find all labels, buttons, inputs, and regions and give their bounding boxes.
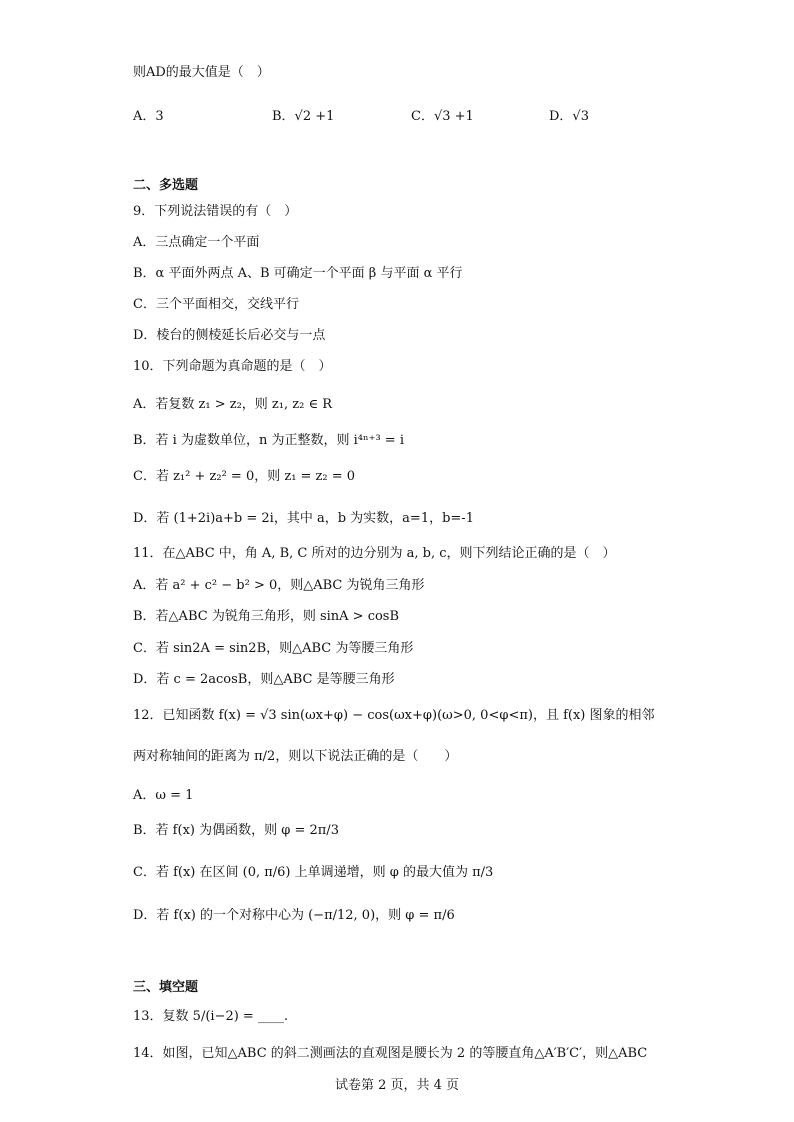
q12-option-c: C．若 f(x) 在区间 (0, π/6) 上单调递增，则 φ 的最大值为 π/3 <box>133 865 494 880</box>
q12-option-a: A．ω = 1 <box>133 788 194 803</box>
q14-stem: 14．如图，已知△ABC 的斜二测画法的直观图是腰长为 2 的等腰直角△A′B′C′，则△ABC <box>133 1046 648 1061</box>
q11-option-c: C．若 sin2A = sin2B，则△ABC 为等腰三角形 <box>133 641 414 656</box>
q10-option-d: D．若 (1+2i)a+b = 2i，其中 a，b 为实数，a=1，b=-1 <box>133 511 474 526</box>
q9-option-d: D．棱台的侧棱延长后必交与一点 <box>133 328 326 343</box>
q12-stem-line2: 两对称轴间的距离为 π/2，则以下说法正确的是（ ） <box>133 749 458 764</box>
q8-stem: 则AD的最大值是（ ） <box>133 65 270 80</box>
q10-option-b: B．若 i 为虚数单位，n 为正整数，则 i⁴ⁿ⁺³ = i <box>133 433 404 448</box>
q8-option-d: D．√3 <box>549 109 589 124</box>
q12-option-d: D．若 f(x) 的一个对称中心为 (−π/12, 0)，则 φ = π/6 <box>133 908 455 923</box>
q12-stem-line1: 12．已知函数 f(x) = √3 sin(ωx+φ) − cos(ωx+φ)(ω>0, 0<φ<π)，且 f(x) 图象的相邻 <box>133 708 655 723</box>
q8-options <box>0 105 794 123</box>
q8-option-c: C．√3 +1 <box>411 109 474 124</box>
q11-stem: 11．在△ABC 中，角 A, B, C 所对的边分别为 a, b, c，则下列结论正确的是（ ） <box>133 546 616 561</box>
q10-stem: 10．下列命题为真命题的是（ ） <box>133 359 332 374</box>
q8-option-b: B．√2 +1 <box>272 109 335 124</box>
q9-option-a: A．三点确定一个平面 <box>133 235 260 250</box>
q10-option-c: C．若 z₁² + z₂² = 0，则 z₁ = z₂ = 0 <box>133 469 356 484</box>
q11-option-b: B．若△ABC 为锐角三角形，则 sinA > cosB <box>133 609 400 624</box>
section-fill-in-heading: 三、填空题 <box>133 980 199 995</box>
q10-option-a: A．若复数 z₁ > z₂，则 z₁, z₂ ∈ R <box>133 397 332 412</box>
q9-option-b: B．α 平面外两点 A、B 可确定一个平面 β 与平面 α 平行 <box>133 266 463 281</box>
q9-option-c: C．三个平面相交，交线平行 <box>133 297 299 312</box>
q13-stem: 13．复数 5/(i−2) = ____. <box>133 1009 289 1024</box>
page-footer: 试卷第 2 页，共 4 页 <box>334 1078 460 1093</box>
section-multiple-choice-heading: 二、多选题 <box>133 178 199 193</box>
q11-option-a: A．若 a² + c² − b² > 0，则△ABC 为锐角三角形 <box>133 578 425 593</box>
q8-option-a: A．3 <box>133 109 164 124</box>
q9-stem: 9．下列说法错误的有（ ） <box>133 204 298 219</box>
q12-option-b: B．若 f(x) 为偶函数，则 φ = 2π/3 <box>133 823 339 838</box>
q11-option-d: D．若 c = 2acosB，则△ABC 是等腰三角形 <box>133 672 395 687</box>
